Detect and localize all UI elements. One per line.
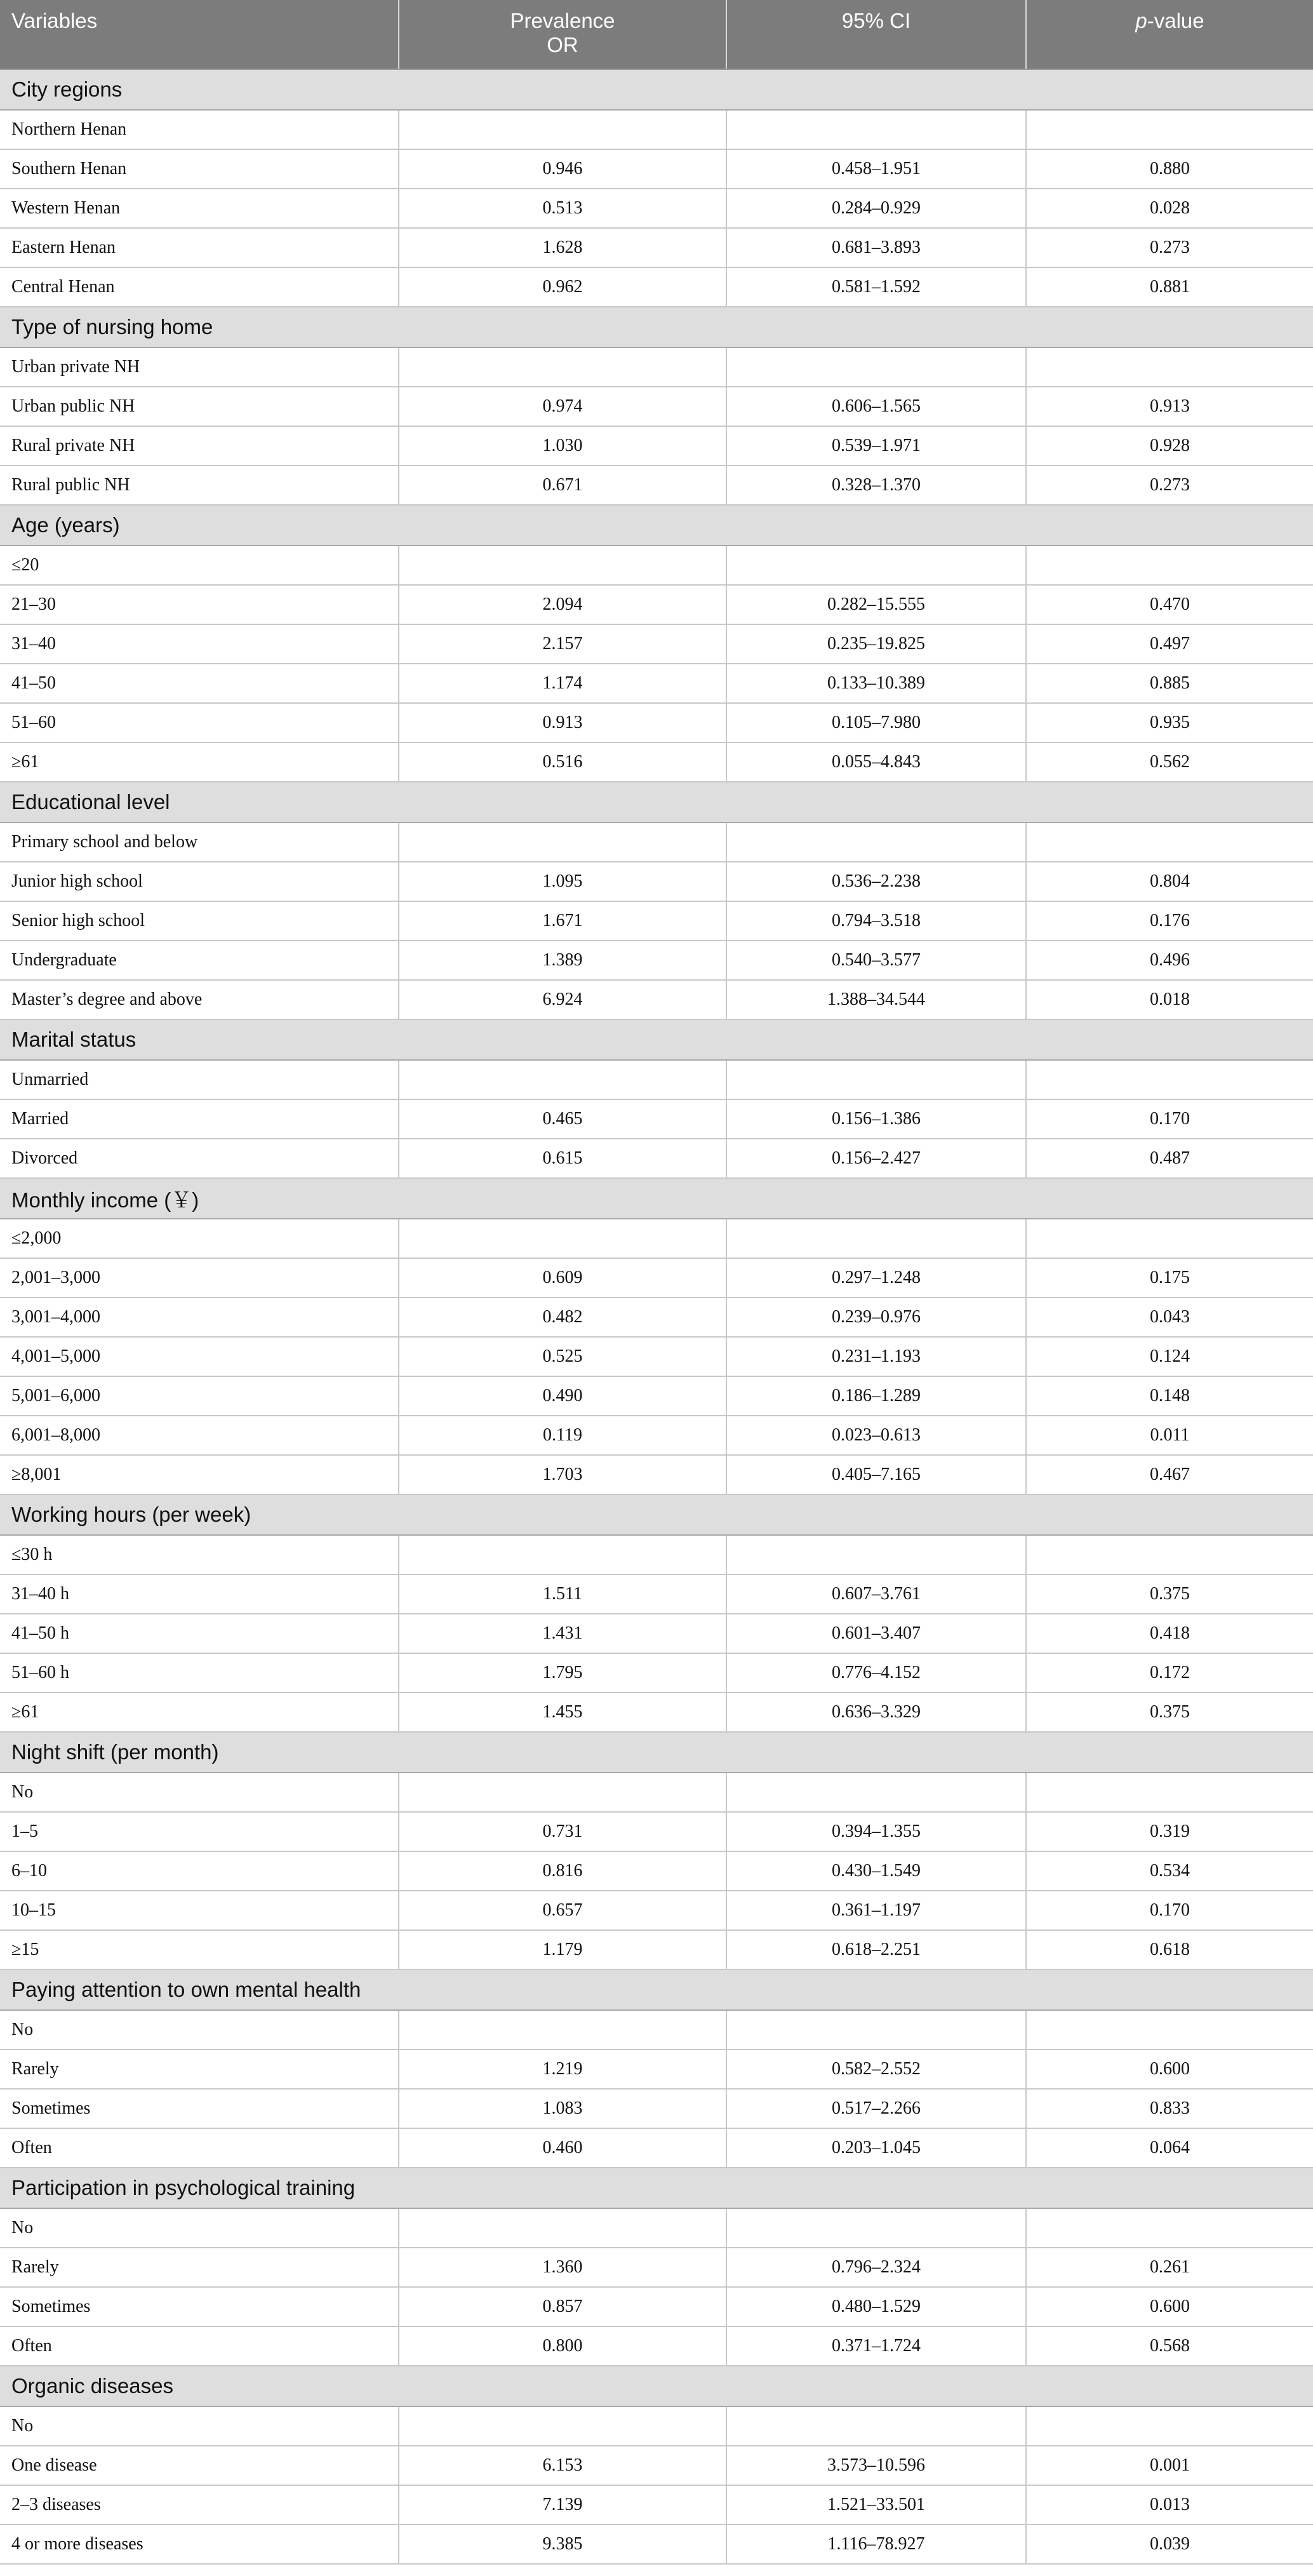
cell-ci: 0.297–1.248 xyxy=(726,1258,1026,1298)
header-ci xyxy=(726,0,1026,69)
cell-or: 2.157 xyxy=(399,624,726,664)
table-row xyxy=(0,267,1313,307)
cell-p-value xyxy=(1026,1535,1313,1574)
cell-or: 0.119 xyxy=(399,1416,726,1455)
cell-or: 6.153 xyxy=(399,2446,726,2485)
cell-or xyxy=(399,546,726,585)
cell-ci: 0.618–2.251 xyxy=(726,1930,1026,1969)
cell-variable: Urban private NH xyxy=(0,347,399,387)
cell-ci: 0.328–1.370 xyxy=(726,466,1026,505)
table-row xyxy=(0,1219,1313,1258)
table-row xyxy=(0,2406,1313,2446)
cell-variable: Undergraduate xyxy=(0,941,399,980)
cell-or: 1.389 xyxy=(399,941,726,980)
cell-or xyxy=(399,2208,726,2248)
cell-ci: 0.371–1.724 xyxy=(726,2326,1026,2366)
cell-ci xyxy=(726,2208,1026,2248)
table-row xyxy=(0,1930,1313,1969)
cell-p-value: 0.881 xyxy=(1026,267,1313,307)
category-title: City regions xyxy=(0,69,1313,110)
cell-ci xyxy=(726,1219,1026,1258)
cell-or: 0.513 xyxy=(399,189,726,228)
cell-or: 0.465 xyxy=(399,1099,726,1139)
table-body xyxy=(0,69,1313,2564)
cell-or: 0.800 xyxy=(399,2326,726,2366)
cell-or: 6.924 xyxy=(399,980,726,1019)
table-row xyxy=(0,585,1313,624)
header-variables-label: Variables xyxy=(11,9,98,32)
cell-ci: 0.536–2.238 xyxy=(726,862,1026,901)
cell-ci xyxy=(726,546,1026,585)
table-row xyxy=(0,2326,1313,2366)
cell-ci: 0.776–4.152 xyxy=(726,1653,1026,1693)
cell-or: 0.946 xyxy=(399,149,726,189)
table-row xyxy=(0,1455,1313,1494)
cell-p-value: 0.124 xyxy=(1026,1337,1313,1376)
cell-variable: ≤2,000 xyxy=(0,1219,399,1258)
cell-variable: Master’s degree and above xyxy=(0,980,399,1019)
cell-or xyxy=(399,2010,726,2049)
table-row xyxy=(0,1614,1313,1653)
cell-or: 0.460 xyxy=(399,2128,726,2168)
category-title: Marital status xyxy=(0,1019,1313,1060)
cell-p-value: 0.885 xyxy=(1026,664,1313,703)
table-row xyxy=(0,980,1313,1019)
cell-variable: 21–30 xyxy=(0,585,399,624)
cell-or: 1.083 xyxy=(399,2089,726,2128)
cell-ci: 0.203–1.045 xyxy=(726,2128,1026,2168)
table-row xyxy=(0,387,1313,426)
table-row xyxy=(0,822,1313,862)
cell-or xyxy=(399,110,726,149)
table-row xyxy=(0,110,1313,149)
category-row xyxy=(0,1732,1313,1773)
cell-p-value: 0.319 xyxy=(1026,1812,1313,1851)
cell-or: 1.511 xyxy=(399,1574,726,1614)
cell-p-value: 0.562 xyxy=(1026,742,1313,782)
cell-variable: Sometimes xyxy=(0,2089,399,2128)
category-row xyxy=(0,1178,1313,1219)
cell-or: 1.179 xyxy=(399,1930,726,1969)
cell-or: 1.431 xyxy=(399,1614,726,1653)
cell-p-value xyxy=(1026,2406,1313,2446)
cell-p-value xyxy=(1026,1773,1313,1812)
header-ci-label: 95% CI xyxy=(841,9,911,32)
cell-ci: 1.388–34.544 xyxy=(726,980,1026,1019)
cell-p-value: 0.487 xyxy=(1026,1139,1313,1178)
cell-or: 1.360 xyxy=(399,2248,726,2287)
cell-variable: 4,001–5,000 xyxy=(0,1337,399,1376)
cell-or: 0.482 xyxy=(399,1298,726,1337)
category-row xyxy=(0,69,1313,110)
cell-p-value: 0.039 xyxy=(1026,2525,1313,2564)
cell-p-value: 0.913 xyxy=(1026,387,1313,426)
cell-p-value: 0.618 xyxy=(1026,1930,1313,1969)
cell-variable: 51–60 xyxy=(0,703,399,742)
cell-variable: Divorced xyxy=(0,1139,399,1178)
cell-p-value xyxy=(1026,546,1313,585)
cell-or: 0.816 xyxy=(399,1851,726,1891)
table-row xyxy=(0,189,1313,228)
cell-variable: No xyxy=(0,1773,399,1812)
cell-ci: 0.284–0.929 xyxy=(726,189,1026,228)
cell-p-value: 0.935 xyxy=(1026,703,1313,742)
cell-variable: Northern Henan xyxy=(0,110,399,149)
category-row xyxy=(0,1969,1313,2010)
cell-or: 7.139 xyxy=(399,2485,726,2525)
category-row xyxy=(0,1019,1313,1060)
cell-ci: 0.235–19.825 xyxy=(726,624,1026,664)
cell-variable: Senior high school xyxy=(0,901,399,941)
table-row xyxy=(0,941,1313,980)
table-row xyxy=(0,2128,1313,2168)
cell-variable: One disease xyxy=(0,2446,399,2485)
table-row xyxy=(0,1812,1313,1851)
category-title: Monthly income (￥) xyxy=(0,1178,1313,1219)
cell-variable: Junior high school xyxy=(0,862,399,901)
cell-p-value: 0.273 xyxy=(1026,228,1313,267)
cell-variable: Married xyxy=(0,1099,399,1139)
category-row xyxy=(0,307,1313,347)
cell-variable: 6–10 xyxy=(0,1851,399,1891)
cell-variable: Unmarried xyxy=(0,1060,399,1099)
category-row xyxy=(0,782,1313,822)
table-row xyxy=(0,1891,1313,1930)
table-row xyxy=(0,1376,1313,1416)
table-header-row xyxy=(0,0,1313,69)
cell-or: 0.615 xyxy=(399,1139,726,1178)
cell-p-value: 0.600 xyxy=(1026,2049,1313,2089)
cell-p-value: 0.880 xyxy=(1026,149,1313,189)
table-row xyxy=(0,664,1313,703)
category-row xyxy=(0,1494,1313,1535)
cell-p-value: 0.261 xyxy=(1026,2248,1313,2287)
cell-ci: 0.156–2.427 xyxy=(726,1139,1026,1178)
cell-p-value: 0.534 xyxy=(1026,1851,1313,1891)
cell-ci: 0.540–3.577 xyxy=(726,941,1026,980)
cell-ci xyxy=(726,1060,1026,1099)
cell-or: 0.609 xyxy=(399,1258,726,1298)
cell-or xyxy=(399,2406,726,2446)
cell-variable: ≥15 xyxy=(0,1930,399,1969)
cell-p-value xyxy=(1026,1060,1313,1099)
cell-p-value xyxy=(1026,110,1313,149)
cell-p-value: 0.176 xyxy=(1026,901,1313,941)
cell-variable: No xyxy=(0,2208,399,2248)
cell-ci: 0.601–3.407 xyxy=(726,1614,1026,1653)
cell-ci: 0.156–1.386 xyxy=(726,1099,1026,1139)
cell-ci: 0.636–3.329 xyxy=(726,1693,1026,1732)
cell-p-value xyxy=(1026,1219,1313,1258)
table-row xyxy=(0,1535,1313,1574)
cell-ci: 0.681–3.893 xyxy=(726,228,1026,267)
cell-or: 1.703 xyxy=(399,1455,726,1494)
cell-or xyxy=(399,1535,726,1574)
cell-p-value: 0.568 xyxy=(1026,2326,1313,2366)
cell-or: 1.219 xyxy=(399,2049,726,2089)
cell-variable: Rural public NH xyxy=(0,466,399,505)
cell-variable: ≤30 h xyxy=(0,1535,399,1574)
cell-ci: 0.796–2.324 xyxy=(726,2248,1026,2287)
cell-ci xyxy=(726,822,1026,862)
cell-ci: 0.133–10.389 xyxy=(726,664,1026,703)
table-row xyxy=(0,2010,1313,2049)
category-row xyxy=(0,2366,1313,2406)
category-row xyxy=(0,2168,1313,2208)
header-or-line1: Prevalence xyxy=(510,9,615,32)
cell-variable: 31–40 h xyxy=(0,1574,399,1614)
cell-variable: 51–60 h xyxy=(0,1653,399,1693)
cell-ci xyxy=(726,1535,1026,1574)
cell-p-value: 0.418 xyxy=(1026,1614,1313,1653)
cell-variable: ≤20 xyxy=(0,546,399,585)
table-row xyxy=(0,1416,1313,1455)
cell-variable: Western Henan xyxy=(0,189,399,228)
cell-ci: 0.055–4.843 xyxy=(726,742,1026,782)
table-row xyxy=(0,1298,1313,1337)
table-row xyxy=(0,466,1313,505)
cell-p-value: 0.170 xyxy=(1026,1891,1313,1930)
cell-variable: 2–3 diseases xyxy=(0,2485,399,2525)
cell-variable: Central Henan xyxy=(0,267,399,307)
cell-variable: 5,001–6,000 xyxy=(0,1376,399,1416)
cell-ci: 1.521–33.501 xyxy=(726,2485,1026,2525)
cell-variable: 2,001–3,000 xyxy=(0,1258,399,1298)
cell-p-value: 0.928 xyxy=(1026,426,1313,466)
header-p-rest: -value xyxy=(1147,9,1204,32)
cell-p-value: 0.043 xyxy=(1026,1298,1313,1337)
cell-ci: 0.231–1.193 xyxy=(726,1337,1026,1376)
cell-ci: 0.282–15.555 xyxy=(726,585,1026,624)
cell-variable: No xyxy=(0,2406,399,2446)
cell-or: 0.525 xyxy=(399,1337,726,1376)
cell-p-value: 0.001 xyxy=(1026,2446,1313,2485)
cell-ci xyxy=(726,2406,1026,2446)
category-title: Participation in psychological training xyxy=(0,2168,1313,2208)
table-row xyxy=(0,1693,1313,1732)
header-or-line2: OR xyxy=(547,32,578,57)
table-row xyxy=(0,2089,1313,2128)
cell-ci: 0.607–3.761 xyxy=(726,1574,1026,1614)
category-title: Educational level xyxy=(0,782,1313,822)
cell-or: 0.857 xyxy=(399,2287,726,2326)
cell-p-value: 0.375 xyxy=(1026,1574,1313,1614)
cell-or: 1.095 xyxy=(399,862,726,901)
cell-or: 2.094 xyxy=(399,585,726,624)
header-p-italic: p xyxy=(1135,9,1147,32)
cell-ci xyxy=(726,347,1026,387)
cell-or: 0.962 xyxy=(399,267,726,307)
table-row xyxy=(0,1139,1313,1178)
cell-ci: 0.539–1.971 xyxy=(726,426,1026,466)
table-row xyxy=(0,1337,1313,1376)
cell-variable: Eastern Henan xyxy=(0,228,399,267)
cell-or: 1.030 xyxy=(399,426,726,466)
cell-ci: 0.361–1.197 xyxy=(726,1891,1026,1930)
cell-p-value xyxy=(1026,822,1313,862)
table-row xyxy=(0,2446,1313,2485)
cell-variable: Often xyxy=(0,2128,399,2168)
cell-ci: 0.480–1.529 xyxy=(726,2287,1026,2326)
cell-variable: 31–40 xyxy=(0,624,399,664)
cell-ci: 0.582–2.552 xyxy=(726,2049,1026,2089)
cell-variable: ≥8,001 xyxy=(0,1455,399,1494)
table-row xyxy=(0,1653,1313,1693)
cell-p-value: 0.804 xyxy=(1026,862,1313,901)
cell-p-value: 0.064 xyxy=(1026,2128,1313,2168)
cell-variable: Rarely xyxy=(0,2248,399,2287)
category-title: Night shift (per month) xyxy=(0,1732,1313,1773)
cell-or xyxy=(399,347,726,387)
cell-or: 0.671 xyxy=(399,466,726,505)
category-title: Paying attention to own mental health xyxy=(0,1969,1313,2010)
category-title: Organic diseases xyxy=(0,2366,1313,2406)
cell-variable: No xyxy=(0,2010,399,2049)
cell-ci: 0.394–1.355 xyxy=(726,1812,1026,1851)
table-row xyxy=(0,862,1313,901)
cell-ci: 0.405–7.165 xyxy=(726,1455,1026,1494)
cell-variable: 6,001–8,000 xyxy=(0,1416,399,1455)
cell-variable: 41–50 h xyxy=(0,1614,399,1653)
table-row xyxy=(0,1060,1313,1099)
cell-variable: Often xyxy=(0,2326,399,2366)
cell-ci: 0.458–1.951 xyxy=(726,149,1026,189)
cell-ci: 0.239–0.976 xyxy=(726,1298,1026,1337)
cell-or: 1.628 xyxy=(399,228,726,267)
table-row xyxy=(0,1574,1313,1614)
cell-ci: 0.794–3.518 xyxy=(726,901,1026,941)
cell-or: 1.455 xyxy=(399,1693,726,1732)
cell-p-value: 0.148 xyxy=(1026,1376,1313,1416)
cell-variable: Urban public NH xyxy=(0,387,399,426)
cell-variable: 41–50 xyxy=(0,664,399,703)
cell-p-value: 0.013 xyxy=(1026,2485,1313,2525)
cell-p-value: 0.470 xyxy=(1026,585,1313,624)
cell-ci xyxy=(726,1773,1026,1812)
cell-p-value xyxy=(1026,2208,1313,2248)
cell-or: 0.974 xyxy=(399,387,726,426)
category-title: Type of nursing home xyxy=(0,307,1313,347)
table-row xyxy=(0,703,1313,742)
cell-ci: 0.023–0.613 xyxy=(726,1416,1026,1455)
cell-p-value: 0.273 xyxy=(1026,466,1313,505)
cell-or: 1.671 xyxy=(399,901,726,941)
cell-p-value: 0.375 xyxy=(1026,1693,1313,1732)
table-row xyxy=(0,347,1313,387)
header-p-value xyxy=(1026,0,1313,69)
cell-variable: Primary school and below xyxy=(0,822,399,862)
table-row xyxy=(0,546,1313,585)
cell-or xyxy=(399,822,726,862)
table-row xyxy=(0,149,1313,189)
cell-or: 0.516 xyxy=(399,742,726,782)
table-row xyxy=(0,2485,1313,2525)
cell-variable: 4 or more diseases xyxy=(0,2525,399,2564)
table-row xyxy=(0,901,1313,941)
table-row xyxy=(0,426,1313,466)
cell-variable: 10–15 xyxy=(0,1891,399,1930)
cell-or: 1.795 xyxy=(399,1653,726,1693)
cell-or: 0.490 xyxy=(399,1376,726,1416)
cell-variable: Southern Henan xyxy=(0,149,399,189)
cell-p-value: 0.600 xyxy=(1026,2287,1313,2326)
category-row xyxy=(0,505,1313,546)
table-row xyxy=(0,228,1313,267)
header-variables xyxy=(0,0,399,69)
cell-variable: ≥61 xyxy=(0,742,399,782)
table-row xyxy=(0,2208,1313,2248)
cell-p-value: 0.497 xyxy=(1026,624,1313,664)
cell-ci: 0.606–1.565 xyxy=(726,387,1026,426)
cell-ci xyxy=(726,2010,1026,2049)
cell-or: 0.913 xyxy=(399,703,726,742)
cell-ci: 0.186–1.289 xyxy=(726,1376,1026,1416)
header-prevalence-or xyxy=(399,0,726,69)
cell-variable: 3,001–4,000 xyxy=(0,1298,399,1337)
table-row xyxy=(0,2525,1313,2564)
cell-ci: 1.116–78.927 xyxy=(726,2525,1026,2564)
cell-p-value: 0.028 xyxy=(1026,189,1313,228)
table-row xyxy=(0,2049,1313,2089)
cell-or: 0.657 xyxy=(399,1891,726,1930)
cell-p-value: 0.496 xyxy=(1026,941,1313,980)
cell-variable: Rural private NH xyxy=(0,426,399,466)
table-row xyxy=(0,1851,1313,1891)
cell-p-value: 0.833 xyxy=(1026,2089,1313,2128)
table-row xyxy=(0,624,1313,664)
cell-p-value: 0.018 xyxy=(1026,980,1313,1019)
cell-p-value: 0.172 xyxy=(1026,1653,1313,1693)
table-row xyxy=(0,1773,1313,1812)
table-row xyxy=(0,1258,1313,1298)
cell-p-value: 0.170 xyxy=(1026,1099,1313,1139)
cell-p-value xyxy=(1026,347,1313,387)
cell-p-value xyxy=(1026,2010,1313,2049)
cell-ci: 0.105–7.980 xyxy=(726,703,1026,742)
cell-or xyxy=(399,1219,726,1258)
cell-ci: 0.430–1.549 xyxy=(726,1851,1026,1891)
table-row xyxy=(0,2248,1313,2287)
cell-or: 0.731 xyxy=(399,1812,726,1851)
cell-variable: ≥61 xyxy=(0,1693,399,1732)
cell-p-value: 0.175 xyxy=(1026,1258,1313,1298)
cell-ci: 0.517–2.266 xyxy=(726,2089,1026,2128)
category-title: Age (years) xyxy=(0,505,1313,546)
cell-ci: 0.581–1.592 xyxy=(726,267,1026,307)
cell-p-value: 0.011 xyxy=(1026,1416,1313,1455)
cell-variable: 1–5 xyxy=(0,1812,399,1851)
table-row xyxy=(0,742,1313,782)
table-row xyxy=(0,1099,1313,1139)
cell-variable: Rarely xyxy=(0,2049,399,2089)
cell-variable: Sometimes xyxy=(0,2287,399,2326)
cell-or xyxy=(399,1060,726,1099)
cell-p-value: 0.467 xyxy=(1026,1455,1313,1494)
category-title: Working hours (per week) xyxy=(0,1494,1313,1535)
cell-or: 9.385 xyxy=(399,2525,726,2564)
cell-ci: 3.573–10.596 xyxy=(726,2446,1026,2485)
cell-ci xyxy=(726,110,1026,149)
cell-or: 1.174 xyxy=(399,664,726,703)
table-row xyxy=(0,2287,1313,2326)
cell-or xyxy=(399,1773,726,1812)
